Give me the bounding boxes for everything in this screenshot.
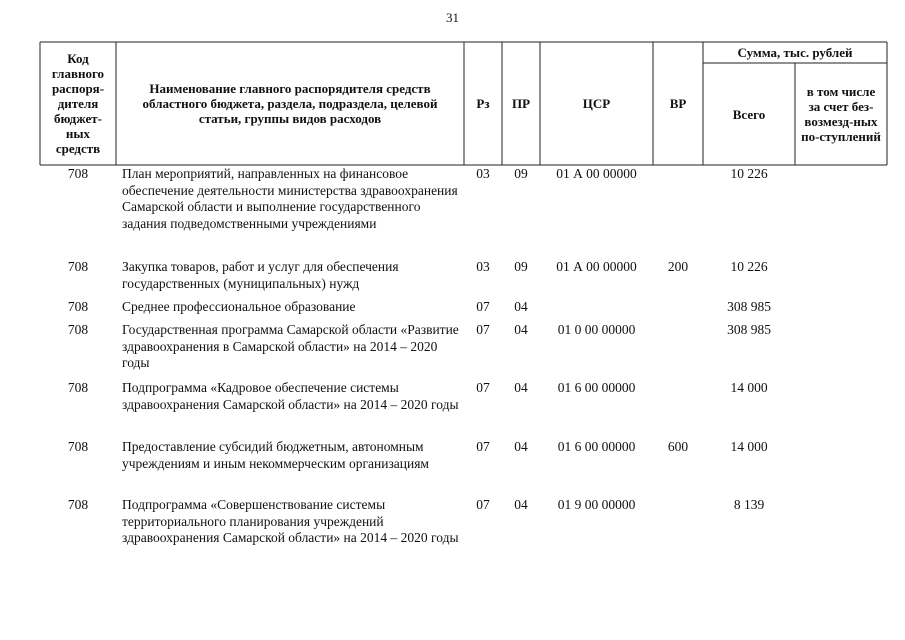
row-csr: 01 А 00 00000	[556, 259, 637, 274]
row-pr: 09	[514, 259, 528, 274]
row-name: Среднее профессиональное образование	[122, 299, 356, 314]
row-rz: 07	[476, 299, 490, 314]
row-pr: 04	[514, 299, 528, 314]
row-name: План мероприятий, направленных на финансовое обеспечение деятельности министерства здравоохранения Самарской области и выполнение государственного задания подведомственными учреждениями	[122, 166, 458, 231]
row-pr: 09	[514, 166, 528, 181]
row-name: Предоставление субсидий бюджетным, автономным учреждениям и иным некоммерческим организациям	[122, 439, 429, 471]
page-number: 31	[446, 10, 459, 25]
row-total: 10 226	[730, 166, 768, 181]
row-code: 708	[67, 497, 89, 512]
row-code: 708	[67, 166, 89, 181]
row-code: 708	[67, 322, 89, 337]
row-csr: 01 0 00 00000	[557, 322, 636, 337]
header-nonrepayable: в том числе за счет без-возмезд-ных по-ступлений	[801, 84, 881, 144]
row-vr: 200	[667, 259, 689, 274]
row-total: 308 985	[727, 322, 771, 337]
row-csr: 01 6 00 00000	[557, 380, 636, 395]
row-total: 14 000	[730, 439, 768, 454]
row-csr: 01 9 00 00000	[557, 497, 636, 512]
row-name: Государственная программа Самарской области «Развитие здравоохранения в Самарской области» на 2014 – 2020 годы	[122, 322, 459, 370]
row-pr: 04	[514, 439, 528, 454]
row-name: Закупка товаров, работ и услуг для обеспечения государственных (муниципальных) нужд	[122, 259, 399, 291]
row-rz: 07	[476, 497, 490, 512]
header-name: Наименование главного распорядителя средств областного бюджета, раздела, подраздела, целевой статьи, группы видов расходов	[142, 81, 438, 126]
row-pr: 04	[514, 380, 528, 395]
row-rz: 07	[476, 322, 490, 337]
row-total: 10 226	[730, 259, 768, 274]
row-rz: 07	[476, 439, 490, 454]
row-pr: 04	[514, 322, 528, 337]
header-sum: Сумма, тыс. рублей	[737, 45, 853, 60]
row-code: 708	[67, 439, 89, 454]
header-vr: ВР	[669, 96, 687, 111]
row-code: 708	[67, 380, 89, 395]
row-total: 14 000	[730, 380, 768, 395]
row-rz: 03	[476, 259, 490, 274]
header-pr: ПР	[511, 96, 531, 111]
row-total: 308 985	[727, 299, 771, 314]
row-total: 8 139	[733, 497, 765, 512]
row-code: 708	[67, 259, 89, 274]
header-csr: ЦСР	[582, 96, 611, 111]
row-name: Подпрограмма «Совершенствование системы территориального планирования учреждений здравоохранения Самарской области» на 2014 – 2020 годы	[122, 497, 459, 545]
header-total: Всего	[732, 106, 766, 122]
header-code: Код главного распоря-дителя бюджет-ных средств	[51, 51, 105, 156]
row-rz: 07	[476, 380, 490, 395]
row-csr: 01 6 00 00000	[557, 439, 636, 454]
row-pr: 04	[514, 497, 528, 512]
header-rz: Рз	[476, 96, 490, 111]
row-csr: 01 А 00 00000	[556, 166, 637, 181]
row-code: 708	[67, 299, 89, 314]
row-vr: 600	[667, 439, 689, 454]
row-name: Подпрограмма «Кадровое обеспечение системы здравоохранения Самарской области» на 2014 – 2020 годы	[122, 380, 459, 412]
row-rz: 03	[476, 166, 490, 181]
